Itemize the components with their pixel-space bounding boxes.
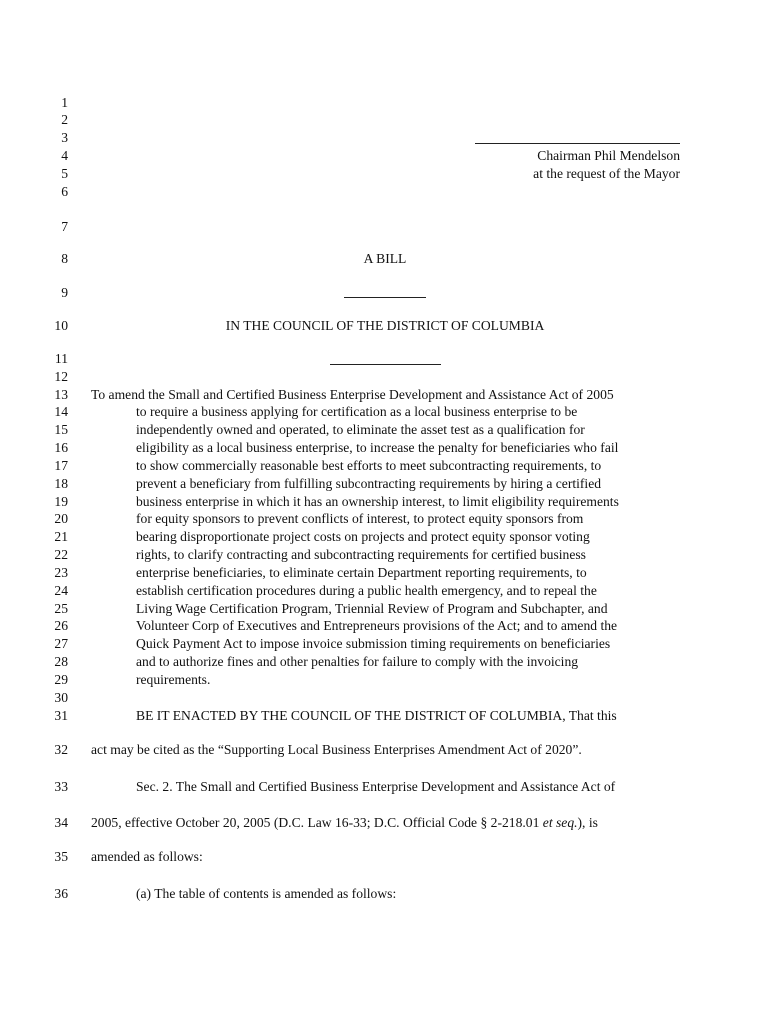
line-number: 12 xyxy=(54,369,68,384)
line-number: 30 xyxy=(54,690,68,705)
line-number: 23 xyxy=(54,565,68,580)
line-number: 35 xyxy=(54,849,68,864)
line-number: 29 xyxy=(54,672,68,687)
bill-heading: A BILL xyxy=(363,251,407,266)
line-number: 28 xyxy=(54,654,68,669)
line-number: 18 xyxy=(54,476,68,491)
body-text-italic: et seq. xyxy=(542,815,578,830)
title-line: to show commercially reasonable best efforts to meet subcontracting requirements, to xyxy=(136,458,602,473)
enacting-clause: BE IT ENACTED BY THE COUNCIL OF THE DISTRICT OF COLUMBIA, That this xyxy=(136,708,617,723)
line-number: 7 xyxy=(61,219,68,234)
line-number: 10 xyxy=(54,318,68,333)
title-line: requirements. xyxy=(136,672,211,687)
line-number: 16 xyxy=(54,440,68,455)
title-line: rights, to clarify contracting and subcontracting requirements for certified business xyxy=(136,547,586,562)
body-line: (a) The table of contents is amended as follows: xyxy=(136,886,397,901)
line-number: 11 xyxy=(54,351,68,366)
line-number: 20 xyxy=(54,511,68,526)
line-number: 25 xyxy=(54,601,68,616)
line-number: 4 xyxy=(61,148,68,163)
line-number: 24 xyxy=(54,583,68,598)
title-line: to require a business applying for certification as a local business enterprise to be xyxy=(136,404,578,419)
title-line: independently owned and operated, to eliminate the asset test as a qualification for xyxy=(136,422,585,437)
line-number: 31 xyxy=(54,708,68,723)
line-number: 8 xyxy=(61,251,68,266)
title-line: establish certification procedures during a public health emergency, and to repeal the xyxy=(136,583,597,598)
body-line: amended as follows: xyxy=(91,849,203,864)
body-text: 2005, effective October 20, 2005 (D.C. Law 16-33; D.C. Official Code § 2-218.01 xyxy=(91,815,543,830)
line-number: 19 xyxy=(54,494,68,509)
title-line: Quick Payment Act to impose invoice submission timing requirements on beneficiaries xyxy=(136,636,611,651)
title-line: Volunteer Corp of Executives and Entrepreneurs provisions of the Act; and to amend the xyxy=(136,618,618,633)
line-number: 14 xyxy=(54,404,68,419)
line-number: 5 xyxy=(61,166,68,181)
title-line: To amend the Small and Certified Business Enterprise Development and Assistance Act of 2005 xyxy=(91,387,614,402)
line-number: 36 xyxy=(54,886,68,901)
title-line: Living Wage Certification Program, Triennial Review of Program and Subchapter, and xyxy=(136,601,608,616)
title-line: for equity sponsors to prevent conflicts of interest, to protect equity sponsors from xyxy=(136,511,584,526)
line-number: 26 xyxy=(54,618,68,633)
title-line: prevent a beneficiary from fulfilling subcontracting requirements by hiring a certified xyxy=(136,476,602,491)
heading-rule xyxy=(344,297,426,298)
council-heading: IN THE COUNCIL OF THE DISTRICT OF COLUMBIA xyxy=(225,318,545,333)
line-number: 1 xyxy=(61,95,68,110)
line-number: 17 xyxy=(54,458,68,473)
line-number: 34 xyxy=(54,815,68,830)
title-line: eligibility as a local business enterprise, to increase the penalty for beneficiaries who fail xyxy=(136,440,619,455)
line-number: 2 xyxy=(61,112,68,127)
line-number: 3 xyxy=(61,130,68,145)
introducer-name: Chairman Phil Mendelson xyxy=(537,148,680,163)
title-line: enterprise beneficiaries, to eliminate certain Department reporting requirements, to xyxy=(136,565,587,580)
body-line xyxy=(91,815,598,831)
heading-rule xyxy=(330,364,441,365)
line-number: 15 xyxy=(54,422,68,437)
title-line: bearing disproportionate project costs on projects and protect equity sponsor voting xyxy=(136,529,590,544)
line-number: 6 xyxy=(61,184,68,199)
signature-line xyxy=(475,143,680,144)
body-text: ), is xyxy=(577,815,598,830)
body-line: Sec. 2. The Small and Certified Business Enterprise Development and Assistance Act of xyxy=(136,779,616,794)
line-number: 33 xyxy=(54,779,68,794)
line-number: 9 xyxy=(61,285,68,300)
introducer-request: at the request of the Mayor xyxy=(533,166,680,181)
line-number: 21 xyxy=(54,529,68,544)
line-number: 13 xyxy=(54,387,68,402)
line-number: 27 xyxy=(54,636,68,651)
line-number: 32 xyxy=(54,742,68,757)
body-line: act may be cited as the “Supporting Local Business Enterprises Amendment Act of 2020”. xyxy=(91,742,582,757)
title-line: business enterprise in which it has an ownership interest, to limit eligibility requirements xyxy=(136,494,619,509)
title-line: and to authorize fines and other penalties for failure to comply with the invoicing xyxy=(136,654,579,669)
line-number: 22 xyxy=(54,547,68,562)
